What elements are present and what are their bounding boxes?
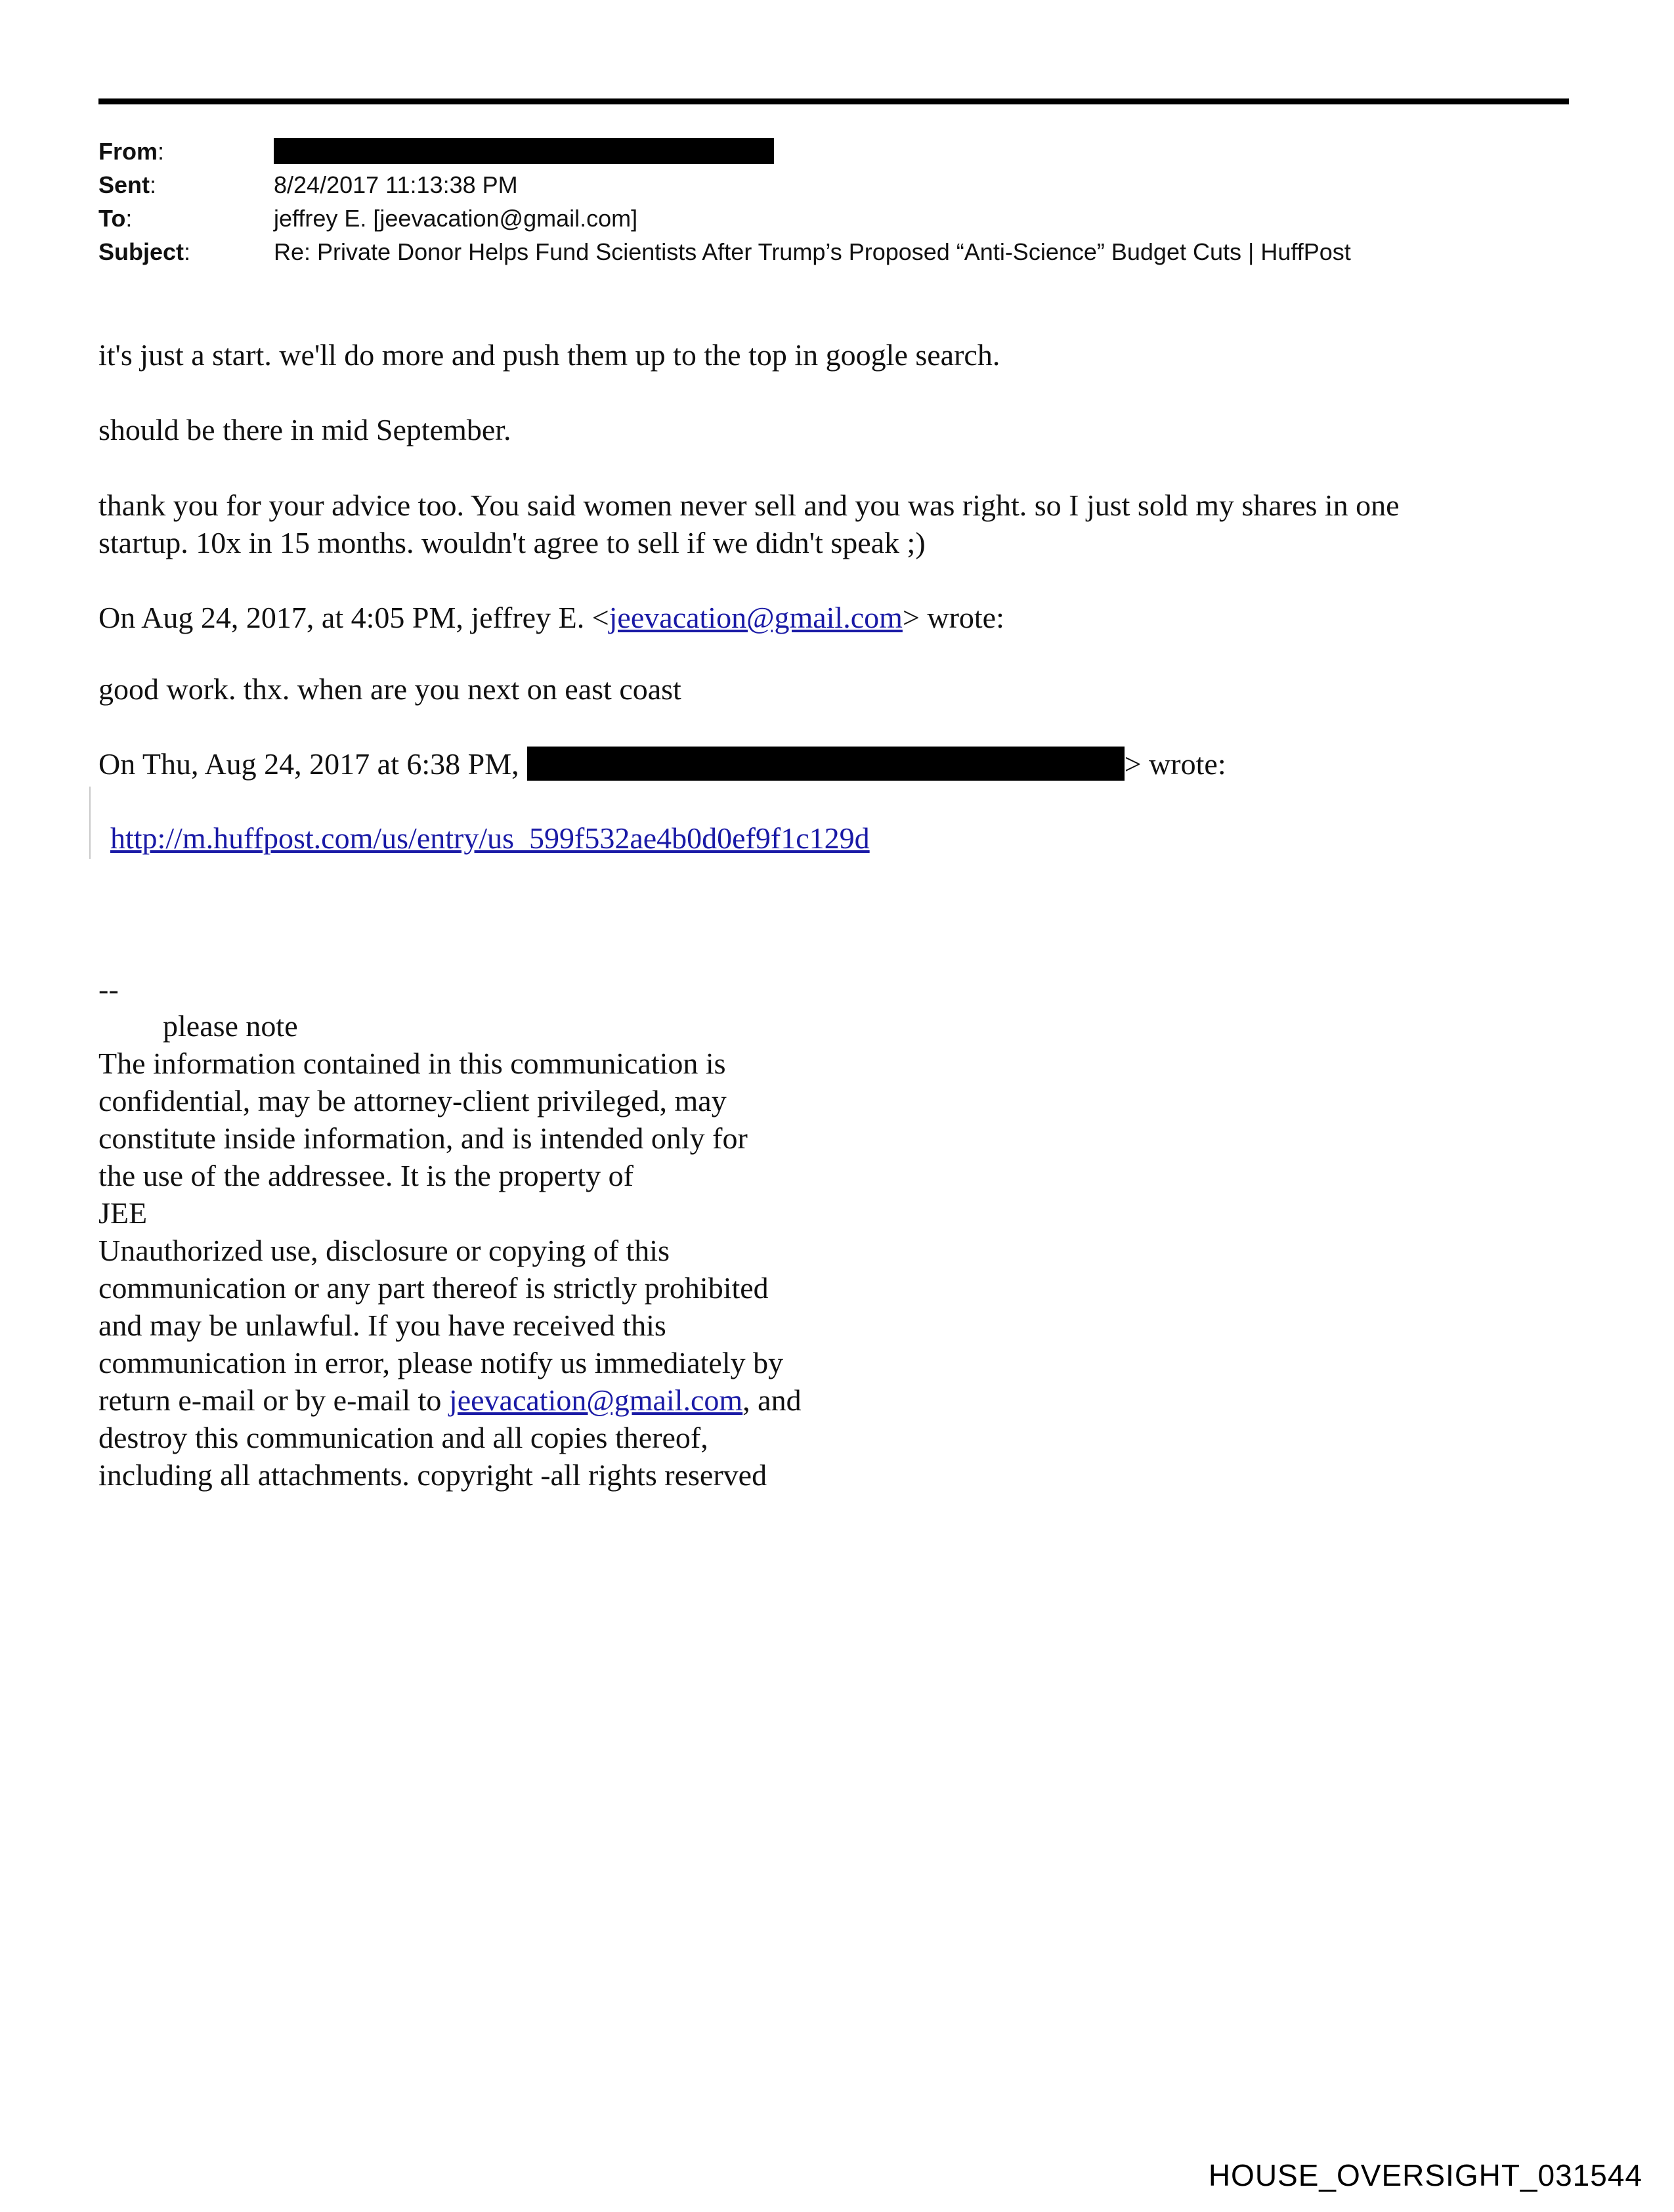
from-row: [98, 135, 1351, 168]
signature-email-link[interactable]: jeevacation@gmail.com: [448, 1383, 743, 1417]
signature-line: constitute inside information, and is intended only for: [98, 1121, 748, 1155]
signature-line: destroy this communication and all copies thereof,: [98, 1421, 708, 1454]
signature-return-line: [98, 1381, 802, 1419]
signature-please-note: please note: [163, 1009, 298, 1043]
signature-separator: --: [98, 972, 119, 1006]
signature-line: Unauthorized use, disclosure or copying of this: [98, 1234, 670, 1267]
header-rule: [98, 98, 1569, 104]
signature-line: the use of the addressee. It is the property of: [98, 1159, 633, 1192]
message-paragraph-3-line-2: startup. 10x in 15 months. wouldn't agree to sell if we didn't speak ;): [98, 526, 926, 559]
sent-value: 8/24/2017 11:13:38 PM: [274, 171, 518, 198]
to-label: To: [98, 205, 126, 232]
quote-intro-1: [98, 599, 1004, 636]
redaction-block: [274, 138, 774, 164]
subject-label: Subject: [98, 238, 184, 265]
signature-line: JEE: [98, 1196, 148, 1230]
signature-line: including all attachments. copyright -all rights reserved: [98, 1458, 767, 1492]
email-header: [98, 135, 1351, 269]
signature-line: confidential, may be attorney-client privileged, may: [98, 1084, 727, 1117]
signature-line: communication or any part thereof is strictly prohibited: [98, 1271, 769, 1305]
subject-colon: :: [184, 238, 191, 265]
to-colon: :: [125, 205, 133, 232]
subject-row: [98, 235, 1351, 269]
quote-intro-2-prefix: On Thu, Aug 24, 2017 at 6:38 PM,: [98, 747, 519, 781]
signature-return-prefix: return e-mail or by e-mail to: [98, 1383, 449, 1417]
message-paragraph-2: should be there in mid September.: [98, 413, 511, 446]
sent-colon: :: [150, 171, 157, 198]
quoted-reply-text: good work. thx. when are you next on east coast: [98, 672, 681, 706]
to-value: jeffrey E. [jeevacation@gmail.com]: [274, 205, 638, 232]
signature-line: The information contained in this communication is: [98, 1047, 726, 1080]
from-colon: :: [158, 138, 165, 165]
document-id: HOUSE_OVERSIGHT_031544: [1208, 2158, 1642, 2192]
message-paragraph-3-line-1: thank you for your advice too. You said women never sell and you was right. so I just sold my shares in one: [98, 488, 1400, 522]
quote-intro-2: [98, 745, 1226, 783]
signature-line: and may be unlawful. If you have received this: [98, 1309, 666, 1342]
quote-intro-1-prefix: On Aug 24, 2017, at 4:05 PM, jeffrey E. <: [98, 601, 609, 634]
message-paragraph-1: it's just a start. we'll do more and push them up to the top in google search.: [98, 338, 1000, 372]
redaction-block: [527, 747, 1125, 781]
quote-intro-2-suffix: > wrote:: [1124, 747, 1226, 781]
signature-return-suffix: , and: [742, 1383, 802, 1417]
from-label: From: [98, 138, 158, 165]
sent-row: [98, 168, 1351, 202]
huffpost-link[interactable]: http://m.huffpost.com/us/entry/us_599f532ae4b0d0ef9f1c129d: [110, 821, 870, 855]
quote-intro-1-email-link[interactable]: jeevacation@gmail.com: [609, 601, 903, 634]
sent-label: Sent: [98, 171, 150, 198]
quote-bar: [89, 787, 91, 859]
to-row: [98, 202, 1351, 235]
signature-line: communication in error, please notify us immediately by: [98, 1346, 784, 1379]
quote-intro-1-suffix: > wrote:: [902, 601, 1004, 634]
subject-value: Re: Private Donor Helps Fund Scientists After Trump’s Proposed “Anti-Science” Budget Cuts | HuffPost: [274, 238, 1351, 265]
